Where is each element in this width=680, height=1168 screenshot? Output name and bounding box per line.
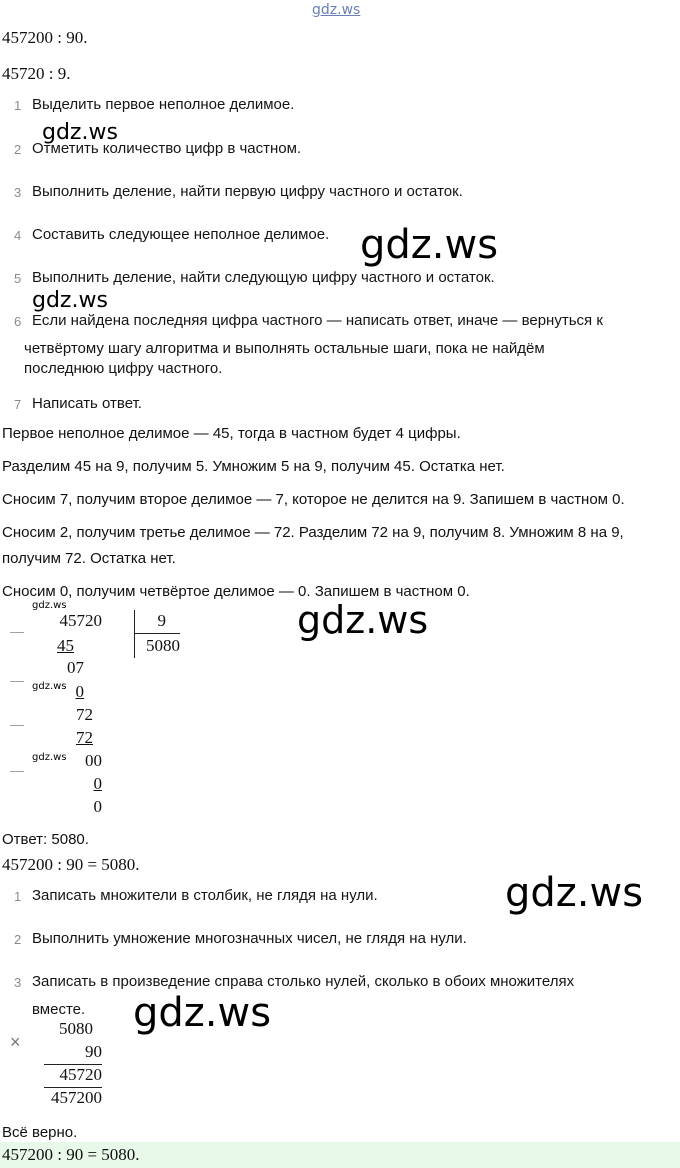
- division-row: 07: [67, 658, 84, 677]
- watermark-small: gdz.ws: [32, 681, 67, 692]
- step-text: Выделить первое неполное делимое.: [32, 96, 295, 113]
- step-number: 6: [14, 314, 22, 329]
- partial-product: 45720: [59, 1065, 102, 1084]
- division-row: 0: [75, 682, 84, 701]
- step-text: Записать множители в столбик, не глядя на нули.: [32, 887, 378, 904]
- answer-result: 457200 : 90 = 5080.: [2, 855, 140, 874]
- step-text: четвёртому шагу алгоритма и выполнять остальные шаги, пока не найдём: [24, 340, 545, 357]
- division-row: 72: [76, 705, 93, 724]
- division-row: 00: [85, 751, 102, 770]
- step-text: последнюю цифру частного.: [24, 360, 223, 377]
- watermark: gdz.ws: [505, 870, 644, 916]
- product: 457200: [51, 1088, 102, 1107]
- minus-sign: —: [10, 762, 24, 778]
- watermark: gdz.ws: [297, 598, 429, 642]
- step-number: 7: [14, 397, 22, 412]
- dividend: 45720: [59, 611, 102, 630]
- explanation-line: Первое неполное делимое — 45, тогда в частном будет 4 цифры.: [2, 425, 461, 442]
- step-text: вместе.: [32, 1001, 86, 1018]
- division-row: 45: [57, 636, 74, 655]
- minus-sign: —: [10, 623, 24, 639]
- watermark: gdz.ws: [133, 990, 272, 1036]
- step-text: Если найдена последняя цифра частного — написать ответ, иначе — вернуться к: [32, 312, 603, 329]
- divisor: 9: [157, 611, 166, 630]
- step-text: Выполнить деление, найти первую цифру частного и остаток.: [32, 183, 463, 200]
- multiplicand: 5080: [59, 1019, 93, 1038]
- expression-main: 457200 : 90.: [2, 28, 88, 47]
- multiplier: 90: [85, 1042, 102, 1061]
- minus-sign: —: [10, 672, 24, 688]
- explanation-line: Сносим 0, получим четвёртое делимое — 0. Запишем в частном 0.: [2, 583, 470, 600]
- step-text: Выполнить умножение многозначных чисел, не глядя на нули.: [32, 930, 467, 947]
- step-number: 3: [14, 975, 22, 990]
- step-number: 2: [14, 932, 22, 947]
- division-bar-horizontal: [134, 633, 180, 634]
- step-text: Выполнить деление, найти следующую цифру частного и остаток.: [32, 269, 495, 286]
- step-text: Составить следующее неполное делимое.: [32, 226, 330, 243]
- step-number: 3: [14, 185, 22, 200]
- quotient: 5080: [146, 636, 180, 655]
- watermark-small: gdz.ws: [32, 600, 67, 611]
- watermark: gdz.ws: [32, 288, 108, 313]
- explanation-line: Разделим 45 на 9, получим 5. Умножим 5 на 9, получим 45. Остатка нет.: [2, 458, 505, 475]
- minus-sign: —: [10, 716, 24, 732]
- step-number: 2: [14, 142, 22, 157]
- step-number: 1: [14, 98, 22, 113]
- watermark: gdz.ws: [360, 222, 499, 268]
- step-text: Записать в произведение справа столько нулей, сколько в обоих множителях: [32, 973, 575, 990]
- watermark-small: gdz.ws: [32, 752, 67, 763]
- watermark: gdz.ws: [42, 120, 118, 145]
- multiply-sign: ×: [10, 1032, 21, 1052]
- step-number: 5: [14, 271, 22, 286]
- division-row: 0: [93, 774, 102, 793]
- watermark-top: gdz.ws: [312, 2, 361, 18]
- step-text: Отметить количество цифр в частном.: [32, 140, 302, 157]
- step-number: 1: [14, 889, 22, 904]
- expression-reduced: 45720 : 9.: [2, 64, 71, 83]
- answer-label: Ответ: 5080.: [2, 831, 89, 848]
- check-label: Всё верно.: [2, 1124, 78, 1141]
- division-row: 0: [93, 797, 102, 816]
- explanation-line: Сносим 2, получим третье делимое — 72. Разделим 72 на 9, получим 8. Умножим 8 на 9,: [2, 524, 624, 541]
- division-row: 72: [76, 728, 93, 747]
- step-text: Написать ответ.: [32, 395, 142, 412]
- step-number: 4: [14, 228, 22, 243]
- explanation-line: Сносим 7, получим второе делимое — 7, которое не делится на 9. Запишем в частном 0.: [2, 491, 625, 508]
- division-bar-vertical: [134, 610, 135, 658]
- explanation-line: получим 72. Остатка нет.: [2, 550, 176, 567]
- final-answer: 457200 : 90 = 5080.: [2, 1145, 140, 1164]
